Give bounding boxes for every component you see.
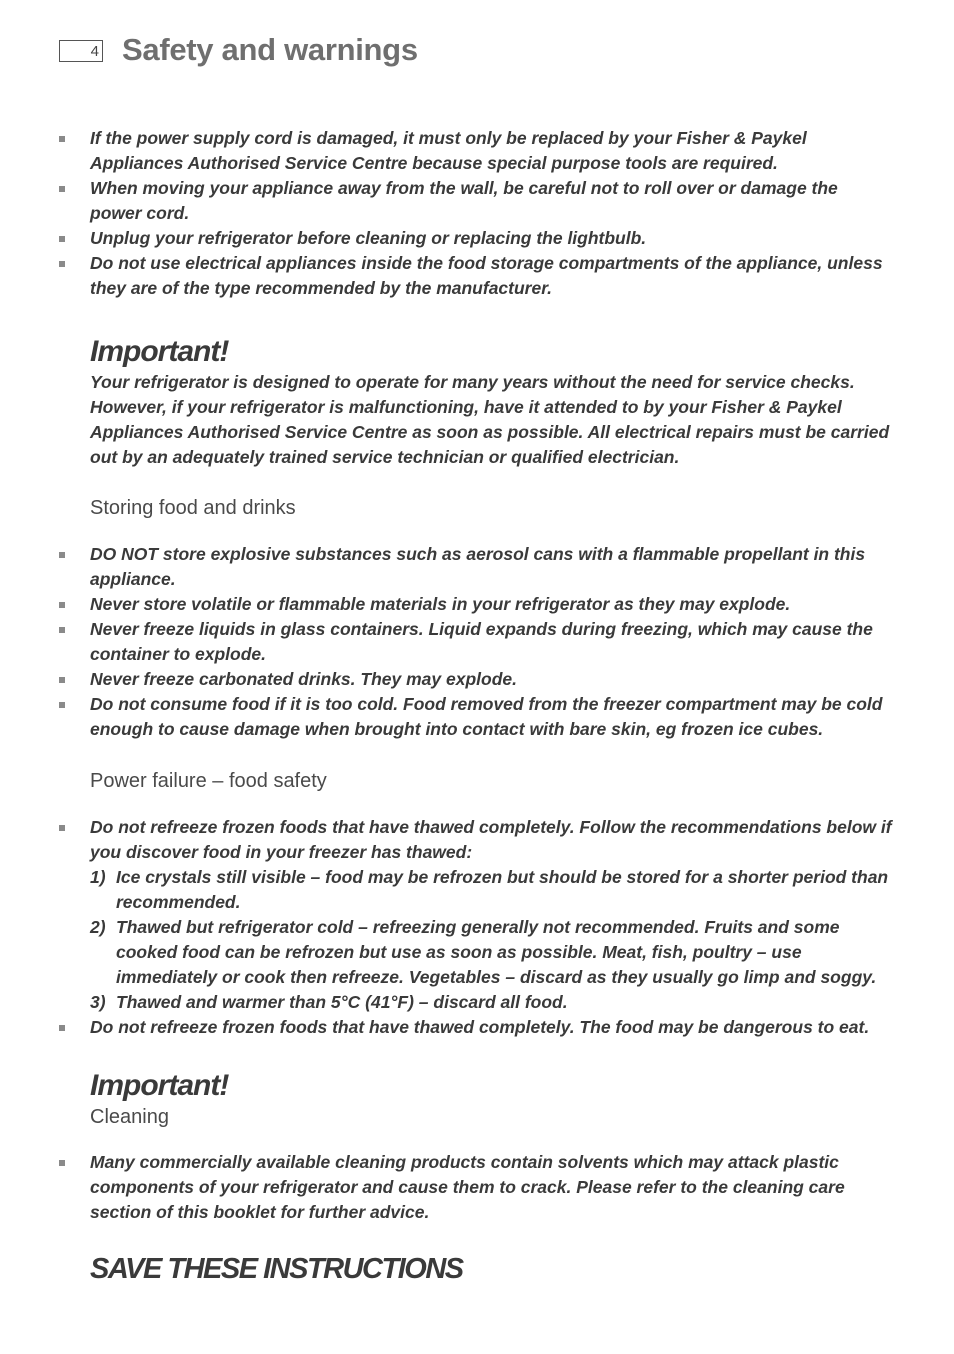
page-number: 4	[59, 40, 103, 62]
list-item: If the power supply cord is damaged, it must only be replaced by your Fisher & Paykel Appliances Authorised Service Centre because special purpose tools are required.	[0, 126, 954, 176]
power-failure-heading: Power failure – food safety	[90, 770, 327, 792]
list-item: Many commercially available cleaning products contain solvents which may attack plastic components of your refrigerator and cause them to crack. Please refer to the cleaning care section of this booklet for further advice.	[0, 1150, 954, 1225]
item-text: Ice crystals still visible – food may be refrozen but should be stored for a shorter period than recommended.	[116, 867, 889, 912]
item-number: 1)	[90, 867, 106, 887]
page-content	[0, 126, 954, 1286]
list-item: Never freeze carbonated drinks. They may explode.	[0, 667, 954, 692]
storing-heading: Storing food and drinks	[90, 497, 296, 519]
save-instructions-heading: SAVE THESE INSTRUCTIONS	[90, 1253, 463, 1285]
important-heading: Important!	[90, 1069, 229, 1102]
recommendation-list	[90, 865, 894, 1015]
list-item-text: Do not refreeze frozen foods that have thawed completely. Follow the recommendations below if you discover food in your freezer has thawed:	[90, 817, 892, 862]
list-item	[0, 815, 954, 1015]
item-number: 2)	[90, 917, 106, 937]
electrical-safety-list	[0, 126, 954, 301]
list-item: Do not consume food if it is too cold. Food removed from the freezer compartment may be cold enough to cause damage when brought into contact with bare skin, eg frozen ice cubes.	[0, 692, 954, 742]
important-text: Your refrigerator is designed to operate for many years without the need for service checks. However, if your refrigerator is malfunctioning, have it attended to by your Fisher & Paykel Appliances Authorised Service Centre as soon as possible. All electrical repairs must be carried out by an adequately trained service technician or qualified electrician.	[90, 372, 890, 467]
recommendation-item	[90, 990, 894, 1015]
item-text: Thawed but refrigerator cold – refreezing generally not recommended. Fruits and some cooked food can be refrozen but use as soon as possible. Meat, fish, poultry – use immediately or cook then refreeze. Vegetables – discard as they usually go limp and soggy.	[116, 917, 877, 987]
item-text: Thawed and warmer than 5°C (41°F) – discard all food.	[116, 992, 568, 1012]
important-heading: Important!	[90, 335, 229, 368]
storing-list	[0, 542, 954, 742]
list-item: DO NOT store explosive substances such as aerosol cans with a flammable propellant in this appliance.	[0, 542, 954, 592]
list-item: Do not use electrical appliances inside the food storage compartments of the appliance, unless they are of the type recommended by the manufacturer.	[0, 251, 954, 301]
list-item: Unplug your refrigerator before cleaning or replacing the lightbulb.	[0, 226, 954, 251]
recommendation-item	[90, 915, 894, 990]
cleaning-list	[0, 1150, 954, 1225]
page-title: Safety and warnings	[122, 32, 418, 67]
power-failure-list	[0, 815, 954, 1040]
cleaning-heading: Cleaning	[90, 1106, 169, 1128]
list-item: Never freeze liquids in glass containers. Liquid expands during freezing, which may cause the container to explode.	[0, 617, 954, 667]
item-number: 3)	[90, 992, 106, 1012]
list-item: Do not refreeze frozen foods that have thawed completely. The food may be dangerous to eat.	[0, 1015, 954, 1040]
list-item: Never store volatile or flammable materials in your refrigerator as they may explode.	[0, 592, 954, 617]
list-item: When moving your appliance away from the wall, be careful not to roll over or damage the power cord.	[0, 176, 954, 226]
recommendation-item	[90, 865, 894, 915]
